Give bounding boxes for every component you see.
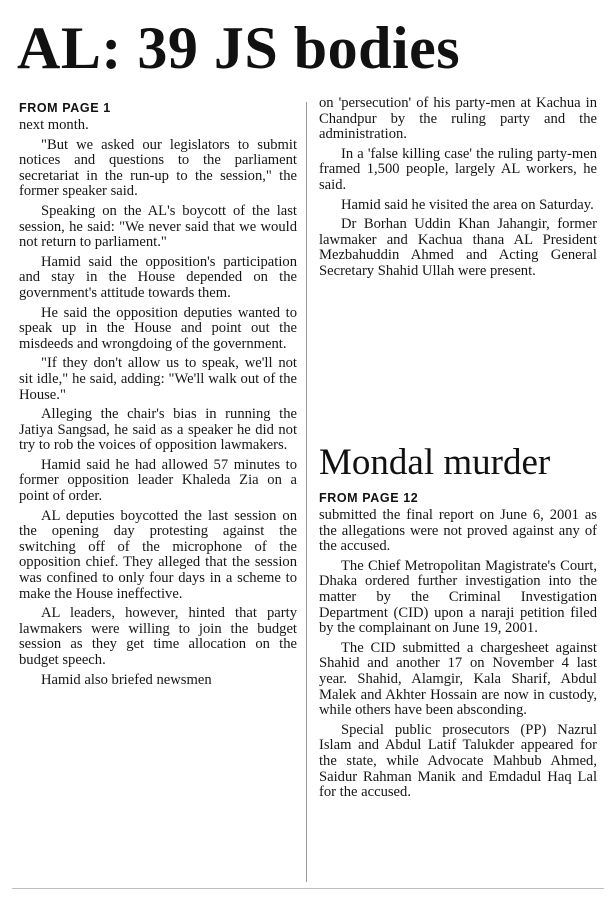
headline: AL: 39 JS bodies	[17, 15, 461, 81]
article-paragraph: Special public prosecutors (PP) Nazrul Islam and Abdul Latif Talukder appeared for the state, while Advocate Mahbub Ahmed, Saidur Rahman Manik and Emdadul Haq Lal for the accused.	[319, 721, 597, 801]
article-paragraph: on 'persecution' of his party-men at Kachua in Chandpur by the ruling party and the administration.	[319, 95, 597, 143]
article-paragraph: submitted the final report on June 6, 2001 as the allegations were not proved against any of the accused.	[319, 507, 597, 555]
article-paragraph: Hamid said he visited the area on Saturday.	[341, 196, 594, 213]
article-paragraph: Hamid also briefed newsmen	[41, 671, 212, 688]
article-paragraph: In a 'false killing case' the ruling party-men framed 1,500 people, largely AL workers, he said.	[319, 145, 597, 193]
article-paragraph: Dr Borhan Uddin Khan Jahangir, former lawmaker and Kachua thana AL President Mezbahuddin Ahmed and Acting General Secretary Shahid Ullah were present.	[319, 216, 597, 279]
article-paragraph: "If they don't allow us to speak, we'll not sit idle," he said, adding: "We'll walk out of the House."	[19, 355, 297, 403]
continued-from-kicker: FROM PAGE 1	[19, 101, 111, 115]
left-column	[19, 100, 297, 692]
article-paragraph: next month.	[19, 117, 89, 133]
article-paragraph: The CID submitted a chargesheet against Shahid and another 17 on November 4 last year. Shahid, Alamgir, Kala Sharif, Abdul Malek and Akhter Hossain are now in custody, while others have been absconding.	[319, 639, 597, 719]
column-divider	[306, 102, 307, 882]
article-paragraph: Hamid said the opposition's participation and stay in the House depended on the government's attitude towards them.	[19, 253, 297, 301]
article-paragraph: AL deputies boycotted the last session on the opening day protesting against the switching off of the microphone of the opposition chief. They alleged that the session was confined to only four days in a scheme to make the House ineffective.	[19, 507, 297, 602]
section-title: Mondal murder	[319, 442, 551, 483]
article-paragraph: Alleging the chair's bias in running the Jatiya Sangsad, he said as a speaker he did not try to rob the voices of opposition lawmakers.	[19, 406, 297, 454]
continued-from-kicker: FROM PAGE 12	[319, 491, 419, 505]
article-paragraph: Speaking on the AL's boycott of the last session, he said: "We never said that we would not return to parliament."	[19, 202, 297, 251]
bottom-border	[12, 888, 604, 889]
article-paragraph: AL leaders, however, hinted that party lawmakers were willing to join the budget session as they get time allocation on the budget speech.	[19, 605, 297, 668]
article-paragraph: The Chief Metropolitan Magistrate's Court, Dhaka ordered further investigation into the matter by the Criminal Investigation Department (CID) upon a naraji petition filed by the complainant on June 19, 2001.	[319, 557, 597, 637]
article-paragraph: Hamid said he had allowed 57 minutes to former opposition leader Khaleda Zia on a point of order.	[19, 456, 297, 505]
right-column	[319, 96, 597, 284]
article-paragraph: "But we asked our legislators to submit notices and questions to the parliament secretariat in the run-up to the session," the former speaker said.	[19, 136, 297, 200]
mondal-murder-section	[319, 440, 597, 805]
article-paragraph: He said the opposition deputies wanted to speak up in the House and point out the misdeeds and wrongdoing of the government.	[19, 304, 297, 352]
